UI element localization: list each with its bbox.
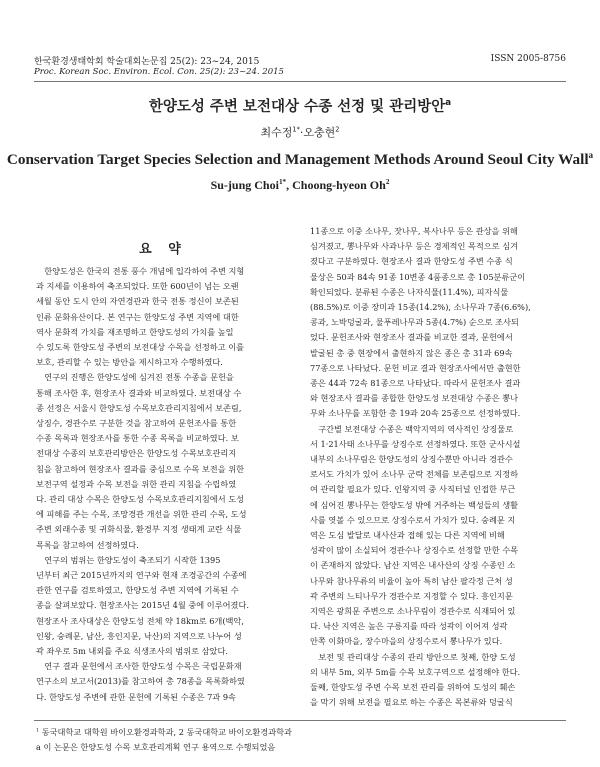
text-line: 수 있도록 한양도성 주변의 보전대상 수목을 선정하고 이를 [36,342,245,353]
text-line: 세월 동안 도시 안의 자연경관과 한국 전통 정신이 보존된 [36,296,239,307]
abstract-heading: 요 약 [139,242,187,257]
text-line: 사를 엿볼 수 있으므로 상징수로서 가치가 있다. 숭례문 지 [310,514,516,525]
author-2-en-mark: 2 [385,178,390,186]
footnote-2-text: 이 논문은 한양도성 수목 보호관리계획 연구 용역으로 수행되었음 [43,742,276,752]
text-line: 연구소의 보고서(2013)를 참고하여 총 78종을 목록화하였 [36,676,245,687]
korean-title-text: 한양도성 주변 보전대상 수종 선정 및 관리방안 [148,99,446,115]
author-2-en: Choong-hyeon Oh [292,178,386,192]
text-line: 현장조사 조사대상은 한양도성 전체 약 18km로 6개(백악, [36,615,244,626]
text-line: 년부터 최근 2015년까지의 연구와 현재 조경공간의 수종에 [36,570,247,581]
text-line: 확인되었다. 분류된 수종은 나자식물(11.4%), 피자식물 [310,286,509,297]
header-rule [34,81,566,82]
text-line: 성곽이 많이 소실되어 경관수나 상징수로 선정할 만한 수목 [310,545,519,556]
text-line: 상징수, 경관수로 구분한 것을 참고하여 문헌조사를 통한 [36,418,237,429]
text-line: 다. 낙산 지역은 높은 구릉지를 따라 성곽이 이어져 성곽 [310,621,508,632]
footnote-2-mark: a [36,742,41,752]
text-line: 심겨졌고, 뽕나무와 사과나무 등은 경제적인 목적으로 심겨 [310,241,519,252]
text-line: 에 심어진 뽕나무는 한양도성 밖에 거주하는 백성들의 생활 [310,499,519,510]
footnote-rule [34,720,566,721]
author-2-ko-mark: 2 [335,125,340,134]
text-line: 콩과, 노박덩굴과, 물푸레나무과 5종(4.7%) 순으로 조사되 [310,317,519,328]
proceedings-header: Proc. Korean Soc. Environ. Ecol. Con. 25(2): 23~24. 2015 [34,67,284,77]
korean-title-note-mark: a [445,98,452,109]
text-line: 연구의 진행은 한양도성에 심겨진 전통 수종을 문헌을 [44,372,234,383]
text-line: 연구의 범위는 한양도성이 축조되기 시작한 1395 [44,554,221,565]
korean-title [0,95,600,116]
text-line: 77종으로 나타났다. 문헌 비교 결과 현장조사에서만 출현한 [310,362,521,373]
abstract-left-column [36,264,294,705]
author-2-ko: 오충현 [303,126,336,139]
text-line: 서 1·21사태 소나무를 상징수로 선정하였다. 또한 군사시설 [310,438,521,449]
text-line: 관한 연구를 검토하였고, 한양도성 주변 지역에 기록된 수 [36,585,239,596]
text-line: 과 지세를 이용하여 축조되었다. 또한 600년이 넘는 오랜 [36,281,239,292]
text-line: 와 현장조사 결과를 종합한 한양도성 보전대상 수종은 뽕나 [310,393,519,404]
text-line: 침을 참고하여 현장조사 결과를 중심으로 수목 보전을 위한 [36,463,245,474]
author-separator-en: , [286,178,293,192]
text-line: 종은 44과 72속 81종으로 나타났다. 따라서 문헌조사 결과 [310,378,521,389]
footnote-funding [36,742,275,753]
text-line: 에 피해를 주는 수목, 조망경관 개선을 위한 관리 수목, 도성 [36,509,247,520]
text-line: 나무와 참나무류의 비율이 높아 특히 남산 팔각정 근처 성 [310,575,513,586]
text-line: 곽 주변의 느티나무가 경관수로 지정할 수 있다. 흥인지문 [310,590,513,601]
text-line: 11종으로 이중 소나무, 잣나무, 복사나무 등은 관상을 위해 [310,226,518,236]
text-line: 졌다고 구분하였다. 현장조사 결과 한양도성 주변 수종 식 [310,256,513,267]
issn: ISSN 2005-8756 [490,54,566,64]
journal-header: 한국환경생태학회 학술대회논문집 25(2): 23~24, 2015 [34,57,260,67]
text-line: 안쪽 이화마을, 장수마을의 상징수로서 뽕나무가 있다. [310,636,503,647]
text-line: 보전 및 관리대상 수종의 관리 방안으로 첫째, 한양 도성 [318,651,516,662]
text-line: 이 존재하지 않았다. 남산 지역은 내사산의 상징 수종인 소 [310,560,516,571]
author-1-en: Su-jung Choi [210,178,279,192]
text-line: 전대상 수종의 보호관리방안은 한양도성 수목보호관리지 [36,448,237,459]
footnote-1-text: 동국대학교 대학원 바이오환경과학과, 2 동국대학교 바이오환경과학과 [41,727,292,737]
text-line: 을 막기 위해 보전을 필요로 하는 수종은 목본류와 덩굴식 [310,697,513,708]
author-1-en-mark: 1* [278,178,287,186]
english-authors [0,178,600,193]
text-line: 물상은 50과 84속 91종 10변종 4품종으로 총 105분류군이 [310,271,526,282]
text-line: 다. 한양도성 주변에 관한 문헌에 기록된 수종은 7과 9속 [36,691,236,702]
text-line: 종을 살펴보았다. 현장조사는 2015년 4월 중에 이루어졌다. [36,600,249,611]
english-title [0,151,600,169]
text-line: 의 내부 5m, 외부 5m를 수목 보호구역으로 설정해야 한다. [310,666,521,677]
text-line: 다. 관리 대상 수목은 한양도성 수목보호관리지침에서 도성 [36,494,245,505]
text-line: 여 관리할 필요가 있다. 인왕지역 중 사직터널 인접한 부근 [310,484,516,495]
author-1-ko-mark: 1* [292,125,300,134]
text-line: 종 선정은 서울시 한양도성 수목보호관리지침에서 보존림, [36,402,242,413]
text-line: 역은 도심 발달로 내사산과 접해 있는 다른 지역에 비해 [310,530,505,541]
english-title-text: Conservation Target Species Selection and Management Methods Around Seoul City Wall [6,151,589,168]
text-line: 연구 결과 문헌에서 조사한 한양도성 수목은 국립문화재 [44,661,242,672]
text-line: 내부의 소나무림은 한양도성의 상징수뿐만 아니라 경관수 [310,454,513,465]
text-line: 지역은 광희문 주변으로 소나무림이 경관수로 식재되어 있 [310,606,516,617]
abstract-right-column [310,224,568,711]
english-title-note-mark: a [588,149,594,160]
footnote-affiliations [36,727,292,738]
text-line: 한양도성은 한국의 전통 풍수 개념에 입각하여 주변 지형 [44,266,245,276]
text-line: 주변 외래수종 및 귀화식물, 환경부 지정 생태계 교란 식물 [36,524,242,535]
text-line: 통해 조사한 후, 현장조사 결과와 비교하였다. 보전대상 수 [36,387,242,398]
text-line: (88.5%)로 이중 장미과 15종(14.2%), 소나무과 7종(6.6%), [310,302,531,313]
text-line: 무와 소나무를 포함한 총 19과 20속 25종으로 선정하였다. [310,408,521,419]
text-line: 인류 문화유산이다. 본 연구는 한양도성 주변 지역에 대한 [36,311,239,322]
text-line: 인왕, 숭례문, 남산, 흥인지문, 낙산)의 지역으로 나누어 성 [36,630,242,641]
text-line: 로서도 가치가 있어 소나무 군락 전체를 보존림으로 지정하 [310,469,519,480]
footnote-1-mark: 1 [36,727,40,734]
text-line: 보호, 관리할 수 있는 방안을 제시하고자 수행하였다. [36,357,223,368]
author-separator-ko: · [299,126,304,139]
author-1-ko: 최수정 [260,126,293,139]
text-line: 둘째, 한양도성 주변 수목 보전 관리를 위하여 도성의 훼손 [310,682,516,693]
text-line: 보전구역 설정과 수목 보전을 위한 관리 지침을 수립하였 [36,478,237,489]
text-line: 목록을 참고하여 선정하였다. [36,539,139,550]
korean-authors [0,124,600,140]
text-line: 구간별 보전대상 수종은 백악지역의 역사적인 상징물로 [318,423,514,434]
text-line: 역사 문화적 가치를 재조명하고 한양도성의 가치를 높일 [36,326,234,337]
text-line: 발굴된 총 중 현장에서 출현하지 않은 종은 총 31과 69속 [310,347,513,358]
text-line: 곽 좌우로 5m 내외를 주요 식생조사의 범위로 삼았다. [36,646,228,657]
text-line: 수종 목록과 현장조사를 통한 수종 목록을 비교하였다. 보 [36,433,239,444]
text-line: 었다. 문헌조사와 현장조사 결과를 비교한 결과, 문헌에서 [310,332,513,343]
